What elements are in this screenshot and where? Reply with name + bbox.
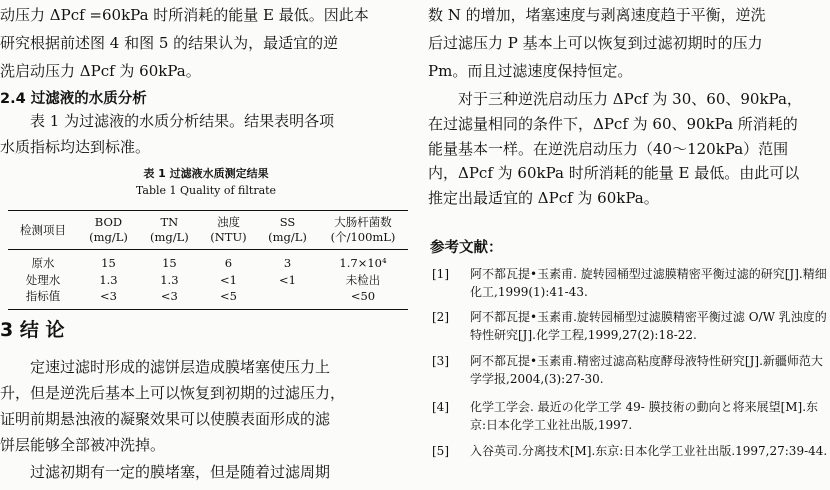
header-cell: [78, 211, 139, 250]
header-line: 大肠杆菌数: [334, 215, 392, 229]
water-quality-table: [8, 210, 408, 310]
reference-text: 阿不都瓦提•玉素甫. 旋转园桶型过滤膜精密平衡过滤的研究[J].精细化工,1999(1):41-43.: [470, 267, 827, 299]
header-line: 检测项目: [20, 222, 66, 237]
header-line: SS: [279, 215, 296, 229]
header-cell: [139, 211, 200, 250]
table-caption-en: Table 1 Quality of filtrate: [135, 184, 277, 197]
table-header-row: [8, 211, 408, 250]
text-line: 水质指标均达到标准。: [0, 138, 151, 156]
text-line: 研究根据前述图 4 和图 5 的结果认为，最适宜的逆: [0, 34, 339, 52]
header-cell: [200, 211, 257, 250]
references-title: 参考文献：: [430, 240, 503, 256]
text-line: 饼层能够全部被冲洗掉。: [0, 436, 166, 454]
section-heading-2-4: 2.4 过滤液的水质分析: [0, 91, 147, 107]
text-line: 在过滤量相同的条件下，ΔPcf 为 60、90kPa 所消耗的: [428, 115, 798, 133]
table-cell: 未检出: [345, 272, 381, 287]
reference-text: 阿不都瓦提•玉素甫.精密过滤高粘度酵母液特性研究[J].新疆师范大学学报,2004,(3):27-30.: [470, 354, 823, 386]
text-line: 定速过滤时形成的滤饼层造成膜堵塞使压力上: [30, 358, 331, 376]
text-line: 对于三种逆洗启动压力 ΔPcf 为 30、60、90kPa，: [458, 90, 802, 108]
text-line: 数 N 的增加，堵塞速度与剥离速度趋于平衡，逆洗: [428, 6, 766, 24]
table-cell: 处理水: [25, 272, 61, 287]
section-heading-3: 3 结 论: [0, 319, 65, 341]
table-cell: <3: [139, 289, 200, 309]
text-line: 证明前期悬浊液的凝聚效果可以使膜表面形成的滤: [0, 410, 331, 428]
header-cell: [318, 211, 408, 250]
reference-text: 阿不都瓦提•玉素甫.旋转园桶型过滤膜精密平衡过滤 O/W 乳浊度的特性研究[J].化学工程,1999,27(2):18-22.: [470, 310, 827, 342]
reference-number: [2]: [432, 310, 449, 324]
reference-number: [1]: [432, 267, 449, 281]
text-line: 升，但是逆洗后基本上可以恢复到初期的过滤压力，: [0, 384, 346, 402]
table-cell: 6: [224, 256, 233, 270]
table-cell: <3: [78, 289, 139, 309]
header-cell: [8, 211, 78, 250]
header-line: 浊度: [216, 215, 240, 229]
reference-number: [4]: [432, 400, 449, 414]
text-line: 动压力 ΔPcf =60kPa 时所消耗的能量 E 最低。因此本: [0, 6, 369, 24]
table-cell: <50: [318, 289, 408, 309]
header-line: (NTU): [210, 230, 247, 244]
table-cell: 1.3: [160, 272, 179, 287]
table-row: [8, 250, 408, 272]
reference-text: 入谷英司.分离技术[M].东京:日本化学工业社出版.1997,27:39-44.: [470, 444, 828, 458]
reference-number: [3]: [432, 354, 449, 368]
table-cell: 15: [162, 256, 177, 270]
header-line: TN: [160, 215, 179, 229]
table-cell: 3: [283, 256, 292, 270]
table-cell: 1.7×10⁴: [339, 256, 387, 270]
table-cell: 1.3: [99, 272, 118, 287]
table-cell: 原水: [31, 256, 55, 270]
text-line: 后过滤压力 P 基本上可以恢复到过滤初期时的压力: [428, 34, 763, 52]
table-row: [8, 289, 408, 309]
table-cell: 15: [101, 256, 116, 270]
table-cell: <1: [279, 272, 296, 287]
header-line: (个/100mL): [330, 230, 396, 244]
text-line: 能量基本一样。在逆洗启动压力（40～120kPa）范围: [428, 140, 789, 158]
text-line: 内，ΔPcf 为 60kPa 时所消耗的能量 E 最低。由此可以: [428, 164, 800, 182]
text-line: 洗启动压力 ΔPcf 为 60kPa。: [0, 62, 201, 80]
text-line: Pm。而且过滤速度保持恒定。: [428, 62, 633, 80]
table-cell: <1: [219, 272, 237, 287]
table-cell: <5: [200, 289, 257, 309]
header-line: (mg/L): [268, 230, 307, 244]
header-line: BOD: [94, 215, 123, 229]
table-caption-cn: 表 1 过滤液水质测定结果: [143, 167, 269, 180]
text-line: 推定出最适宜的 ΔPcf 为 60kPa。: [428, 189, 659, 207]
header-line: (mg/L): [150, 230, 189, 244]
reference-number: [5]: [432, 444, 449, 458]
table-row: [8, 271, 408, 289]
reference-text: 化学工学会. 最近の化学工学 49- 膜技術の動向と将来展望[M].东京:日本化学工业社出版,1997.: [470, 400, 819, 432]
header-cell: [257, 211, 318, 250]
table-cell: 指标值: [8, 289, 78, 309]
text-line: 表 1 为过滤液的水质分析结果。结果表明各项: [30, 112, 335, 130]
table-cell: [257, 289, 318, 309]
header-line: (mg/L): [89, 230, 128, 244]
text-line: 过滤初期有一定的膜堵塞，但是随着过滤周期: [30, 463, 331, 481]
